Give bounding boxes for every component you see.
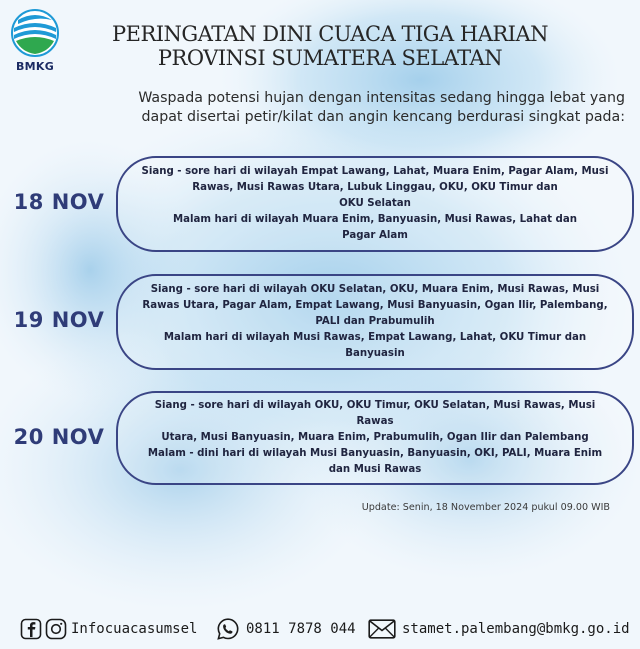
update-timestamp: Update: Senin, 18 November 2024 pukul 09.00 WIB [361,502,610,513]
email-address: stamet.palembang@bmkg.go.id [402,621,630,637]
title-line-2: PROVINSI SUMATERA SELATAN [157,46,503,70]
mail-icon [368,619,396,639]
forecast-card-20-nov [116,391,634,485]
forecast-line: PALI dan Prabumulih [315,316,435,327]
forecast-line: OKU Selatan [339,198,411,209]
social-handle: Infocuacasumsel [71,621,198,637]
forecast-line: Utara, Musi Banyuasin, Muara Enim, Prabumulih, Ogan Ilir dan Palembang [161,432,589,443]
intro-text [20,89,625,127]
date-label-19-nov: 19 NOV [13,308,105,332]
forecast-line: Banyuasin [345,348,405,359]
forecast-line: Malam - dini hari di wilayah Musi Banyuasin, Banyuasin, OKI, PALI, Muara Enim [147,448,603,459]
forecast-line: dan Musi Rawas [328,464,422,475]
footer-social[interactable] [20,612,197,646]
bmkg-logo-text: BMKG [15,60,55,73]
bmkg-logo-icon [10,8,60,58]
forecast-card-19-nov [116,274,634,370]
forecast-card-18-nov [116,156,634,252]
intro-line-2: dapat disertai petir/kilat dan angin kencang berdurasi singkat pada: [141,109,625,125]
facebook-icon [20,618,42,640]
intro-line-1: Waspada potensi hujan dengan intensitas sedang hingga lebat yang [138,90,625,106]
title-line-1: PERINGATAN DINI CUACA TIGA HARIAN [111,22,549,46]
forecast-line: Malam hari di wilayah Muara Enim, Banyuasin, Musi Rawas, Lahat dan [173,214,577,225]
footer-contacts [0,612,640,646]
instagram-icon [45,618,67,640]
forecast-line: Rawas, Musi Rawas Utara, Lubuk Linggau, OKU, OKU Timur dan [192,182,558,193]
forecast-line: Rawas Utara, Pagar Alam, Empat Lawang, Musi Banyuasin, Ogan Ilir, Palembang, [142,300,608,311]
footer-phone[interactable] [216,612,356,646]
date-label-20-nov: 20 NOV [13,425,105,449]
page-title [90,22,570,70]
forecast-line: Malam hari di wilayah Musi Rawas, Empat Lawang, Lahat, OKU Timur dan [163,332,587,343]
forecast-line: Siang - sore hari di wilayah OKU Selatan, OKU, Muara Enim, Musi Rawas, Musi [150,284,600,295]
bmkg-logo [10,8,60,74]
date-label-18-nov: 18 NOV [13,190,105,214]
footer-email[interactable] [368,612,630,646]
forecast-line: Pagar Alam [342,230,408,241]
forecast-line: Siang - sore hari di wilayah Empat Lawang, Lahat, Muara Enim, Pagar Alam, Musi [141,166,609,177]
forecast-line: Siang - sore hari di wilayah OKU, OKU Timur, OKU Selatan, Musi Rawas, Musi Rawas [154,400,596,427]
phone-number: 0811 7878 044 [246,621,356,637]
whatsapp-icon [216,617,240,641]
